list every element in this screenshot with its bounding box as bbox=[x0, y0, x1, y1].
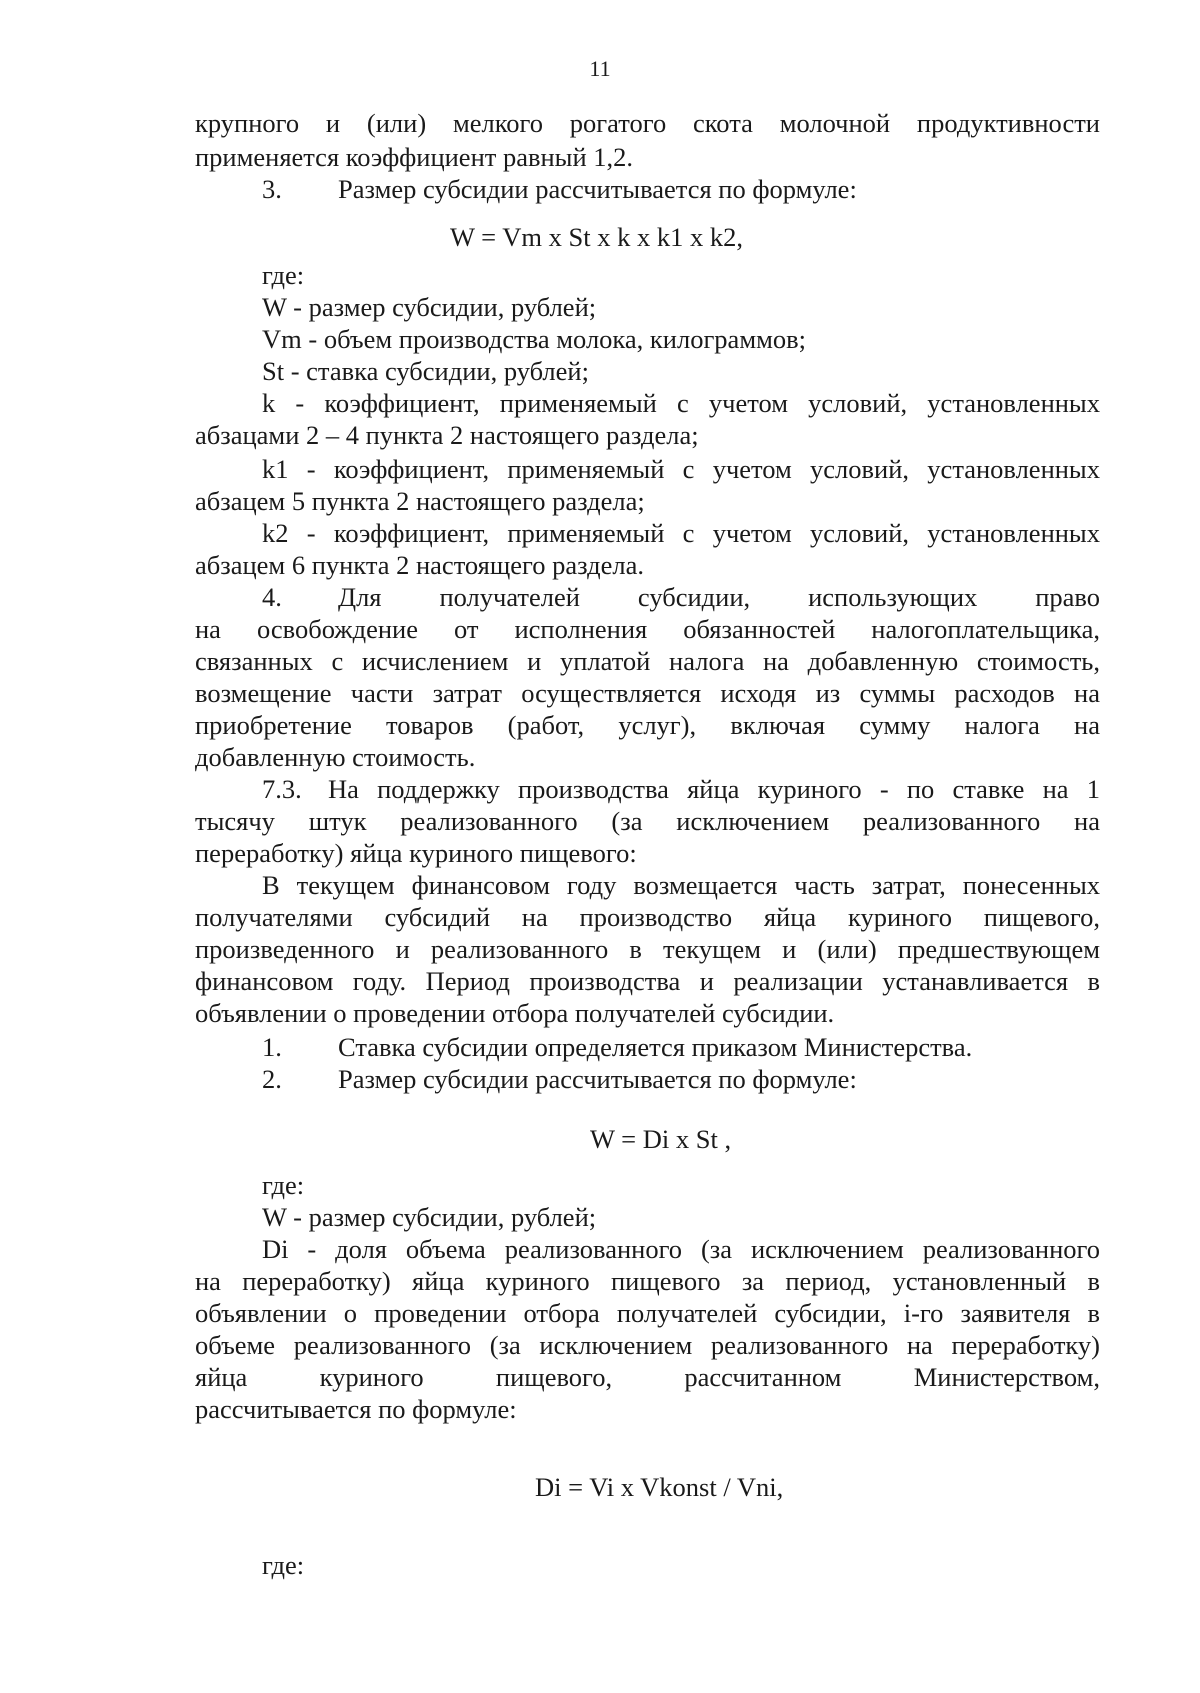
item-number: 2. bbox=[262, 1064, 282, 1094]
text-line: k1 - коэффициент, применяемый с учетом условий, установленных bbox=[262, 454, 1100, 484]
text-line: произведенного и реализованного в текущем и (или) предшествующем bbox=[195, 934, 1100, 964]
numbered-item bbox=[262, 1062, 1100, 1096]
text-line: связанных с исчислением и уплатой налога на добавленную стоимость, bbox=[195, 646, 1100, 676]
text-line: Vm - объем производства молока, килограммов; bbox=[262, 324, 806, 354]
text-line: В текущем финансовом году возмещается часть затрат, понесенных bbox=[262, 870, 1100, 900]
text-line: получателями субсидий на производство яйца куриного пищевого, bbox=[195, 902, 1100, 932]
text-line: на переработку) яйца куриного пищевого за период, установленный в bbox=[195, 1266, 1100, 1296]
text-line: абзацем 5 пункта 2 настоящего раздела; bbox=[195, 486, 645, 516]
text-line: объеме реализованного (за исключением реализованного на переработку) bbox=[195, 1330, 1100, 1360]
item-text: Ставка субсидии определяется приказом Министерства. bbox=[338, 1032, 973, 1062]
text-line: где: bbox=[262, 260, 305, 290]
text-line: крупного и (или) мелкого рогатого скота молочной продуктивности bbox=[195, 108, 1100, 138]
text-line: St - ставка субсидии, рублей; bbox=[262, 356, 589, 386]
text-line: абзацем 6 пункта 2 настоящего раздела. bbox=[195, 550, 644, 580]
formula: Di = Vi x Vkonst / Vni, bbox=[535, 1472, 784, 1502]
text-line: k2 - коэффициент, применяемый с учетом условий, установленных bbox=[262, 518, 1100, 548]
text-line: тысячу штук реализованного (за исключением реализованного на bbox=[195, 806, 1100, 836]
text-line: где: bbox=[262, 1170, 305, 1200]
item-number: 7.3. bbox=[262, 774, 302, 804]
text-line: где: bbox=[262, 1550, 305, 1580]
text-line: W - размер субсидии, рублей; bbox=[262, 1202, 597, 1232]
text-line: применяется коэффициент равный 1,2. bbox=[195, 142, 634, 172]
item-text: Размер субсидии рассчитывается по формуле: bbox=[338, 1064, 857, 1094]
text-line: объявлении о проведении отбора получателей субсидии. bbox=[195, 998, 835, 1028]
text-line: приобретение товаров (работ, услуг), включая сумму налога на bbox=[195, 710, 1100, 740]
formula: W = Vm x St x k x k1 x k2, bbox=[450, 222, 743, 252]
text-line: Di - доля объема реализованного (за исключением реализованного bbox=[262, 1234, 1100, 1264]
item-number: 4. bbox=[262, 582, 282, 612]
page-number: 11 bbox=[589, 56, 611, 81]
text-line: абзацами 2 – 4 пункта 2 настоящего раздела; bbox=[195, 420, 699, 450]
numbered-item bbox=[262, 580, 1100, 614]
text-line: на освобождение от исполнения обязанностей налогоплательщика, bbox=[195, 614, 1100, 644]
formula: W = Di x St , bbox=[590, 1124, 732, 1154]
text-line: переработку) яйца куриного пищевого: bbox=[195, 838, 637, 868]
text-line: добавленную стоимость. bbox=[195, 742, 476, 772]
item-number: 3. bbox=[262, 174, 282, 204]
item-text: На поддержку производства яйца куриного - по ставке на 1 bbox=[328, 774, 1100, 804]
item-text: Размер субсидии рассчитывается по формуле: bbox=[338, 174, 857, 204]
text-line: k - коэффициент, применяемый с учетом условий, установленных bbox=[262, 388, 1100, 418]
text-line: W - размер субсидии, рублей; bbox=[262, 292, 597, 322]
numbered-item bbox=[262, 172, 1100, 206]
numbered-item bbox=[262, 772, 1100, 806]
text-line: возмещение части затрат осуществляется исходя из суммы расходов на bbox=[195, 678, 1100, 708]
text-line: рассчитывается по формуле: bbox=[195, 1394, 517, 1424]
item-text: Для получателей субсидии, использующих право bbox=[338, 582, 1100, 612]
text-line: яйца куриного пищевого, рассчитанном Министерством, bbox=[195, 1362, 1100, 1392]
text-line: объявлении о проведении отбора получателей субсидии, i-го заявителя в bbox=[195, 1298, 1100, 1328]
text-line: финансовом году. Период производства и реализации устанавливается в bbox=[195, 966, 1100, 996]
item-number: 1. bbox=[262, 1032, 282, 1062]
numbered-item bbox=[262, 1030, 1100, 1064]
